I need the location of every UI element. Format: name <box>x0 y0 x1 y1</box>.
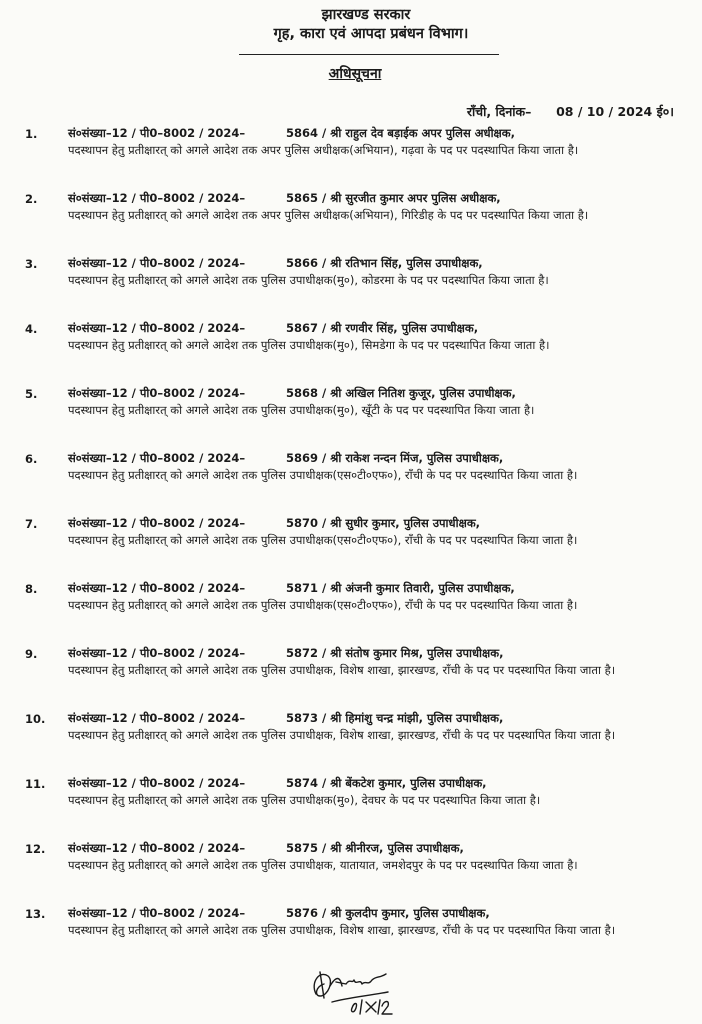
list-item <box>0 905 702 970</box>
entry-reference: सं०संख्या–12 / पी0–8002 / 2024– <box>68 256 246 270</box>
entry-reference: सं०संख्या–12 / पी0–8002 / 2024– <box>68 451 246 465</box>
department-name: गृह, कारा एवं आपदा प्रबंधन विभाग। <box>273 26 469 42</box>
entry-number: 9. <box>25 647 38 661</box>
entry-number: 8. <box>25 582 38 596</box>
list-item <box>0 515 702 580</box>
entry-person: 5872 / श्री संतोष कुमार मिश्र, पुलिस उपाधीक्षक, <box>286 646 504 660</box>
list-item <box>0 645 702 710</box>
header-divider <box>239 54 499 55</box>
entry-reference: सं०संख्या–12 / पी0–8002 / 2024– <box>68 191 246 205</box>
entry-number: 5. <box>25 387 38 401</box>
entry-body: पदस्थापन हेतु प्रतीक्षारत् को अगले आदेश तक अपर पुलिस अधीक्षक(अभियान), गढ़वा के पद पर पदस्थापित किया जाता है। <box>68 143 579 158</box>
entry-reference: सं०संख्या–12 / पी0–8002 / 2024– <box>68 321 246 335</box>
list-item <box>0 385 702 450</box>
entry-body: पदस्थापन हेतु प्रतीक्षारत् को अगले आदेश तक पुलिस उपाधीक्षक, विशेष शाखा, झारखण्ड, राँची के पद पर पदस्थापित किया जाता है। <box>68 663 616 678</box>
entry-person: 5873 / श्री हिमांशु चन्द्र मांझी, पुलिस उपाधीक्षक, <box>286 711 504 725</box>
notification-entries <box>0 125 702 970</box>
list-item <box>0 580 702 645</box>
entry-number: 2. <box>25 192 38 206</box>
entry-body: पदस्थापन हेतु प्रतीक्षारत् को अगले आदेश तक पुलिस उपाधीक्षक, विशेष शाखा, झारखण्ड, राँची के पद पर पदस्थापित किया जाता है। <box>68 923 616 938</box>
entry-body: पदस्थापन हेतु प्रतीक्षारत् को अगले आदेश तक पुलिस उपाधीक्षक(मु०), सिमडेगा के पद पर पदस्थापित किया जाता है। <box>68 338 550 353</box>
entry-person: 5876 / श्री कुलदीप कुमार, पुलिस उपाधीक्षक, <box>286 906 490 920</box>
list-item <box>0 320 702 385</box>
list-item <box>0 450 702 515</box>
entry-reference: सं०संख्या–12 / पी0–8002 / 2024– <box>68 841 246 855</box>
entry-number: 13. <box>25 907 46 921</box>
entry-reference: सं०संख्या–12 / पी0–8002 / 2024– <box>68 126 246 140</box>
entry-person: 5871 / श्री अंजनी कुमार तिवारी, पुलिस उपाधीक्षक, <box>286 581 515 595</box>
entry-reference: सं०संख्या–12 / पी0–8002 / 2024– <box>68 776 246 790</box>
list-item <box>0 840 702 905</box>
entry-reference: सं०संख्या–12 / पी0–8002 / 2024– <box>68 516 246 530</box>
entry-reference: सं०संख्या–12 / पी0–8002 / 2024– <box>68 581 246 595</box>
entry-person: 5870 / श्री सुधीर कुमार, पुलिस उपाधीक्षक, <box>286 516 481 530</box>
entry-body: पदस्थापन हेतु प्रतीक्षारत् को अगले आदेश तक पुलिस उपाधीक्षक, विशेष शाखा, झारखण्ड, राँची के पद पर पदस्थापित किया जाता है। <box>68 728 616 743</box>
list-item <box>0 710 702 775</box>
entry-body: पदस्थापन हेतु प्रतीक्षारत् को अगले आदेश तक पुलिस उपाधीक्षक(मु०), खूँटी के पद पर पदस्थापित किया जाता है। <box>68 403 535 418</box>
entry-person: 5869 / श्री राकेश नन्दन मिंज, पुलिस उपाधीक्षक, <box>286 451 504 465</box>
entry-person: 5865 / श्री सुरजीत कुमार अपर पुलिस अधीक्षक, <box>286 191 501 205</box>
date-year: 2024 ई०। <box>617 104 674 119</box>
date-month: 10 <box>586 104 605 119</box>
entry-person: 5875 / श्री श्रीनीरज, पुलिस उपाधीक्षक, <box>286 841 464 855</box>
entry-body: पदस्थापन हेतु प्रतीक्षारत् को अगले आदेश तक पुलिस उपाधीक्षक(एस०टी०एफ०), राँची के पद पर पदस्थापित किया जाता है। <box>68 468 578 483</box>
place-date-label: राँची, दिनांक– <box>466 104 532 119</box>
entry-person: 5868 / श्री अखिल नितिश कुजूर, पुलिस उपाधीक्षक, <box>286 386 516 400</box>
entry-reference: सं०संख्या–12 / पी0–8002 / 2024– <box>68 906 246 920</box>
date-day: 08 <box>556 104 574 119</box>
entry-number: 6. <box>25 452 38 466</box>
list-item <box>0 190 702 255</box>
entry-body: पदस्थापन हेतु प्रतीक्षारत् को अगले आदेश तक पुलिस उपाधीक्षक(एस०टी०एफ०), राँची के पद पर पदस्थापित किया जाता है। <box>68 533 578 548</box>
entry-body: पदस्थापन हेतु प्रतीक्षारत् को अगले आदेश तक पुलिस उपाधीक्षक, यातायात, जमशेदपुर के पद पर पदस्थापित किया जाता है। <box>68 858 578 873</box>
entry-body: पदस्थापन हेतु प्रतीक्षारत् को अगले आदेश तक अपर पुलिस अधीक्षक(अभियान), गिरिडीह के पद पर पदस्थापित किया जाता है। <box>68 208 589 223</box>
entry-number: 4. <box>25 322 38 336</box>
list-item <box>0 255 702 320</box>
handwritten-signature <box>306 962 396 1018</box>
entry-person: 5874 / श्री बेंकटेश कुमार, पुलिस उपाधीक्षक, <box>286 776 487 790</box>
entry-number: 7. <box>25 517 38 531</box>
entry-number: 12. <box>25 842 46 856</box>
entry-number: 10. <box>25 712 46 726</box>
entry-body: पदस्थापन हेतु प्रतीक्षारत् को अगले आदेश तक पुलिस उपाधीक्षक(मु०), कोडरमा के पद पर पदस्थापित किया जाता है। <box>68 273 549 288</box>
list-item <box>0 125 702 190</box>
notification-title: अधिसूचना <box>328 66 382 82</box>
entry-number: 11. <box>25 777 46 791</box>
entry-person: 5864 / श्री राहुल देव बड़ाईक अपर पुलिस अधीक्षक, <box>286 126 516 140</box>
entry-body: पदस्थापन हेतु प्रतीक्षारत् को अगले आदेश तक पुलिस उपाधीक्षक(मु०), देवघर के पद पर पदस्थापित किया जाता है। <box>68 793 541 808</box>
date-line: राँची, दिनांक– 08 / 10 / 2024 ई०। <box>466 104 674 119</box>
entry-number: 1. <box>25 127 38 141</box>
entry-reference: सं०संख्या–12 / पी0–8002 / 2024– <box>68 711 246 725</box>
entry-reference: सं०संख्या–12 / पी0–8002 / 2024– <box>68 386 246 400</box>
entry-reference: सं०संख्या–12 / पी0–8002 / 2024– <box>68 646 246 660</box>
entry-person: 5866 / श्री रतिभान सिंह, पुलिस उपाधीक्षक, <box>286 256 483 270</box>
document-header <box>0 0 702 83</box>
entry-person: 5867 / श्री रणवीर सिंह, पुलिस उपाधीक्षक, <box>286 321 479 335</box>
government-name: झारखण्ड सरकार <box>321 7 411 23</box>
list-item <box>0 775 702 840</box>
entry-body: पदस्थापन हेतु प्रतीक्षारत् को अगले आदेश तक पुलिस उपाधीक्षक(एस०टी०एफ०), राँची के पद पर पदस्थापित किया जाता है। <box>68 598 578 613</box>
entry-number: 3. <box>25 257 38 271</box>
